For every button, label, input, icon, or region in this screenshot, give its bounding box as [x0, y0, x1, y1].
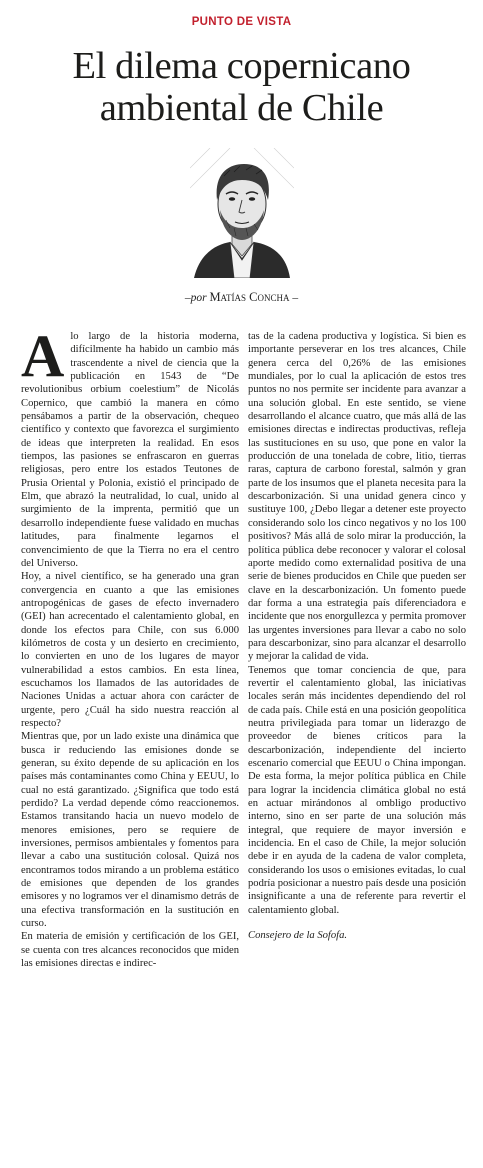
byline-suffix: – [292, 292, 299, 304]
paragraph: En materia de emisión y certificación de los GEI, se cuenta con tres alcances reconocidos que miden las emisiones directas e indirec- [21, 931, 239, 970]
author-signature: Consejero de la Sofofa. [248, 930, 348, 942]
paragraph: Hoy, a nivel científico, se ha generado una gran convergencia en cuanto a que las emisiones antropogénicas de gases de efecto invernadero (GEI) han acrecentado el calentamiento global, en donde los efectos para Chile, con sus 6.000 kilómetros de costa y un desierto en crecimiento, lo convierten en uno de los lugares de mayor vulnerabilidad a estos cambios. En esta línea, escuchamos los llamados de las autoridades de Naciones Unidas a actuar ahora con carácter de urgente, pero ¿Cuál ha sido nuestra reacción al respecto? [21, 571, 239, 729]
paragraph: tas de la cadena productiva y logística. Si bien es importante perseverar en los tres alcances, Chile genera cerca del 0,26% de las emisiones mundiales, por lo cual la aplicación de estos tres puntos no nos permite ser incidente para avanzar a una solución global. En este sentido, se viene desarrollando el alcance cuatro, que más allá de las emisiones directas e indirectas productivas, refleja las sustituciones en su uso, que pone en valor la producción de una tonelada de cobre, litio, tierras raras, captura de carbono forestal, salmón y gran parte de los insumos que el planeta necesita para la descarbonización. Si una unidad genera cinco y sustituye 100, ¿Debo llegar a detener este proyecto considerando solo los cinco negativos y no los 100 positivos? Más allá de solo mirar la producción, la política pública debe reconocer y valorar el colosal aporte medido como externalidad positiva de una serie de bienes producidos en Chile que pueden ser clave en la descarbonización. Un fomento puede dar forma a una estrategia país diferenciadora e incidente que nos enorgullezca y permita promover las urgentes inversiones para llevar a cabo no solo para descarbonizar, sino para alcanzar el desarrollo y mejorar la calidad de vida. [248, 331, 466, 663]
paragraph [21, 330, 239, 570]
author-portrait-icon [190, 148, 294, 278]
section-label: PUNTO DE VISTA [191, 16, 292, 28]
byline-prefix: –por [184, 292, 207, 304]
article-column-right [248, 330, 466, 1160]
byline [0, 290, 483, 305]
headline: El dilema copernicano ambiental de Chile [72, 45, 411, 129]
paragraph-text: lo largo de la historia moderna, difícilmente ha habido un cambio más trascendente a nivel de ciencia que la publicación en 1543 de “De revolutionibus orbium coelestium” de Nicolás Copernico, que cambió la manera en cómo pensábamos a partir de la observación, chequeo científico y contexto que favorezca el surgimiento de ideas que interpreten la realidad. En esos tiempos, las pasiones se enfrascaron en guerras religiosas, pero entre los estados Teutones de Prusia Oriental y Polonia, existió el principado de Elm, que abrazó la neutralidad, lo cual, unido al surgimiento de la imprenta, permitió que un desarrollo independiente fuese validado en muchas latitudes, para finalmente legarnos el convencimiento de que la Tierra no era el centro del Universo. [21, 331, 239, 569]
paragraph: Mientras que, por un lado existe una dinámica que busca ir reduciendo las emisiones donde se generan, su éxito depende de su aplicación en los países más contaminantes como China y EEUU, lo cual no está garantizado. ¿Significa que todo está perdido? La verdad depende cómo reaccionemos. Estamos transitando hacia un nuevo modelo de menores emisiones, pero se requiere de inversiones, permisos ambientales y fomentos para llevar a cabo una sustitución colosal. Quizá nos encontramos todos mirando a un problema estático de emisiones que dependen de los grandes emisores y no logramos ver el dinamismo detrás de una efectiva transformación en la sustitución en curso. [21, 731, 239, 930]
drop-cap: A [21, 330, 65, 389]
byline-author: Matías Concha [209, 290, 290, 304]
paragraph: Tenemos que tomar conciencia de que, para revertir el calentamiento global, las iniciativas locales serán más incidentes dependiendo del rol de cada país. Chile está en una posición geopolítica neutra privilegiada para tomar un liderazgo de proveedor de bienes críticos para la descarbonización, independiente del incierto escenario comercial que EEUU o China impongan. De esta forma, la mejor política pública en Chile para lograr la incidencia climática global no está en actuar mirándonos al ombligo productivo interno, sino en ser parte de una solución más integral, que requiere de mayor inversión e incidencia. En el caso de Chile, la mejor solución debe ir en ayuda de la cadena de valor completa, considerando los usos o emisiones evitadas, lo cual podría posicionar a nuestro país desde una posición insignificante a una de referente para revertir el calentamiento global. [248, 664, 466, 916]
article-column-left [21, 330, 239, 1160]
